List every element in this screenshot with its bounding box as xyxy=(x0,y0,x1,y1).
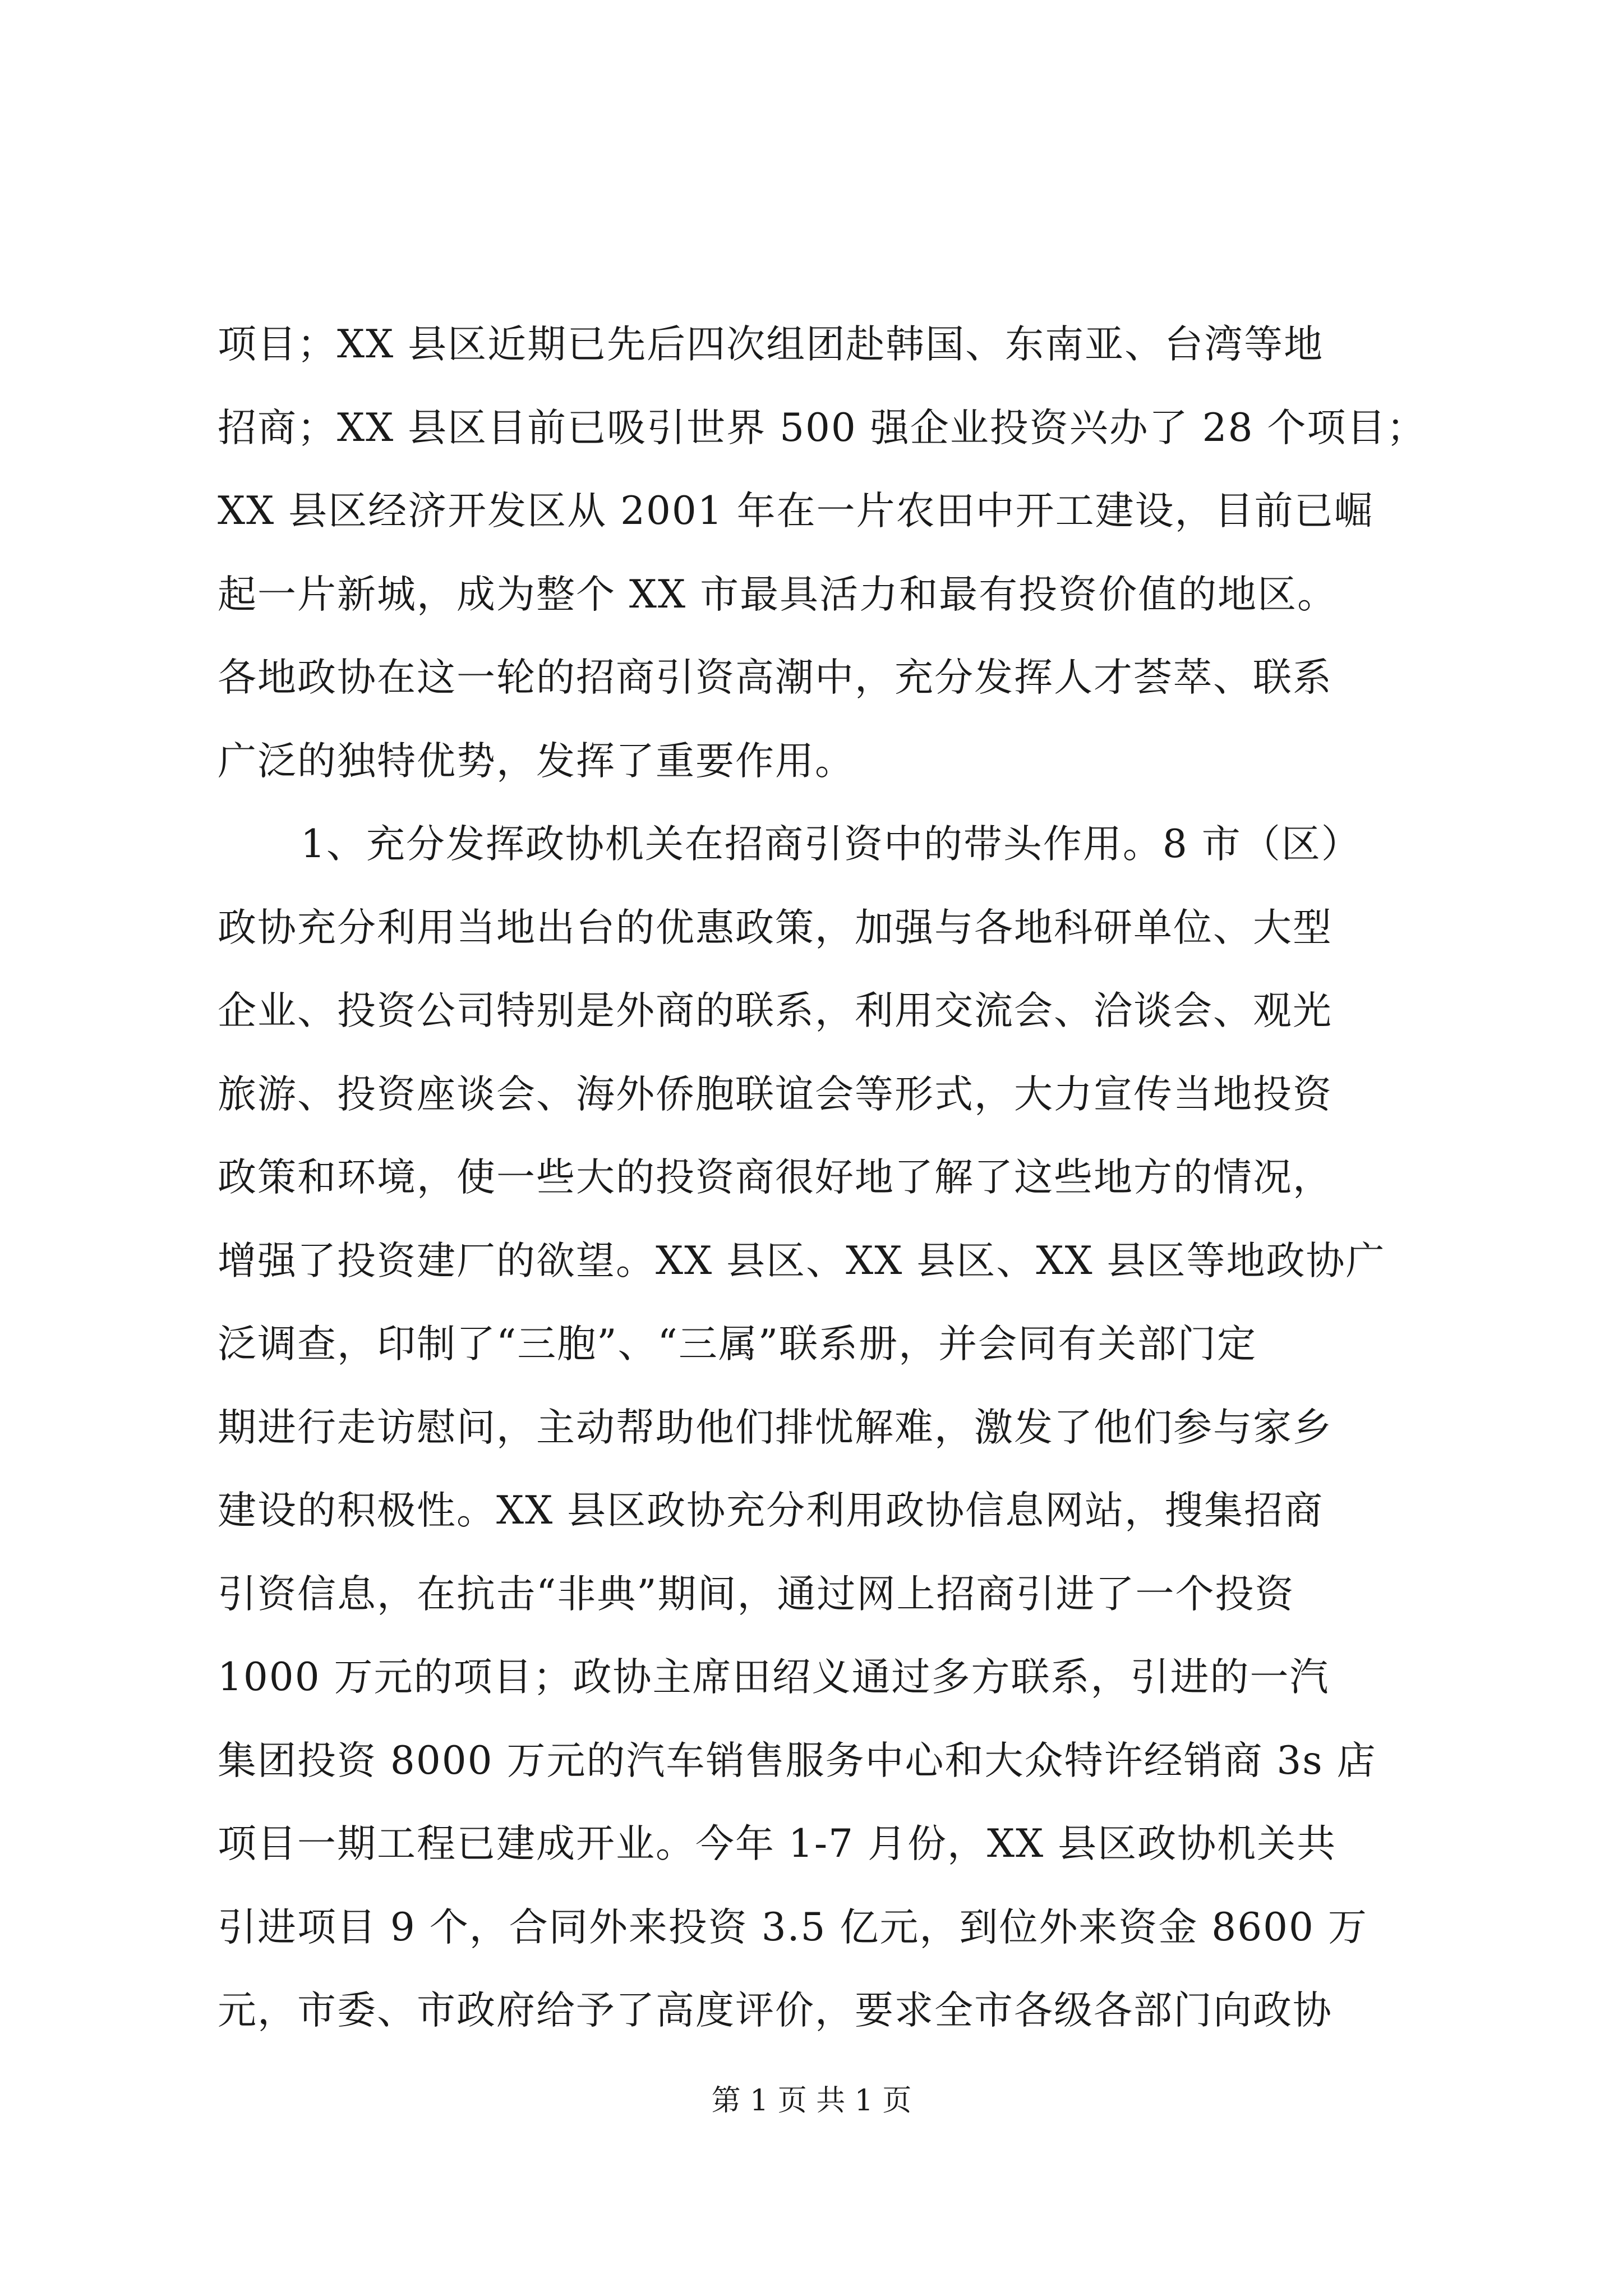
text-line: 各地政协在这一轮的招商引资高潮中，充分发挥人才荟萃、联系 xyxy=(218,655,1332,700)
text-line: 旅游、投资座谈会、海外侨胞联谊会等形式，大力宣传当地投资 xyxy=(218,1071,1332,1117)
text-line: 引资信息，在抗击“非典”期间，通过网上招商引进了一个投资 xyxy=(218,1571,1295,1617)
page-footer xyxy=(0,2081,1623,2120)
text-line: 泛调查，印制了“三胞”、“三属”联系册，并会同有关部门定 xyxy=(218,1322,1257,1366)
text-line: 企业、投资公司特别是外商的联系，利用交流会、洽谈会、观光 xyxy=(218,988,1332,1033)
text-line: 项目一期工程已建成开业。今年 1-7 月份，XX 县区政协机关共 xyxy=(218,1821,1337,1866)
text-line: 起一片新城，成为整个 XX 市最具活力和最有投资价值的地区。 xyxy=(218,572,1338,617)
text-line: 元，市委、市政府给予了高度评价，要求全市各级各部门向政协 xyxy=(218,1988,1332,2033)
body-text xyxy=(218,303,1429,2053)
text-line: 政协充分利用当地出台的优惠政策，加强与各地科研单位、大型 xyxy=(218,905,1332,950)
text-line: 增强了投资建厂的欲望。XX 县区、XX 县区、XX 县区等地政协广 xyxy=(218,1238,1386,1283)
text-line: 项目；XX 县区近期已先后四次组团赴韩国、东南亚、台湾等地 xyxy=(218,322,1324,367)
text-line: 招商；XX 县区目前已吸引世界 500 强企业投资兴办了 28 个项目； xyxy=(218,405,1427,450)
text-line: 建设的积极性。XX 县区政协充分利用政协信息网站，搜集招商 xyxy=(218,1488,1324,1533)
text-line: 政策和环境，使一些大的投资商很好地了解了这些地方的情况， xyxy=(218,1155,1332,1200)
text-line: XX 县区经济开发区从 2001 年在一片农田中开工建设，目前已崛 xyxy=(218,489,1374,533)
text-line: 广泛的独特优势，发挥了重要作用。 xyxy=(218,738,855,784)
paragraph-start-line: 1、充分发挥政协机关在招商引资中的带头作用。8 市（区） xyxy=(301,822,1361,867)
text-line: 期进行走访慰问，主动帮助他们排忧解难，激发了他们参与家乡 xyxy=(218,1405,1332,1450)
text-line: 集团投资 8000 万元的汽车销售服务中心和大众特许经销商 3s 店 xyxy=(218,1738,1377,1783)
text-line: 1000 万元的项目；政协主席田绍义通过多方联系，引进的一汽 xyxy=(218,1655,1330,1700)
page-number-label: 第 1 页 共 1 页 xyxy=(711,2084,912,2118)
text-line: 引进项目 9 个，合同外来投资 3.5 亿元，到位外来资金 8600 万 xyxy=(218,1904,1368,1950)
